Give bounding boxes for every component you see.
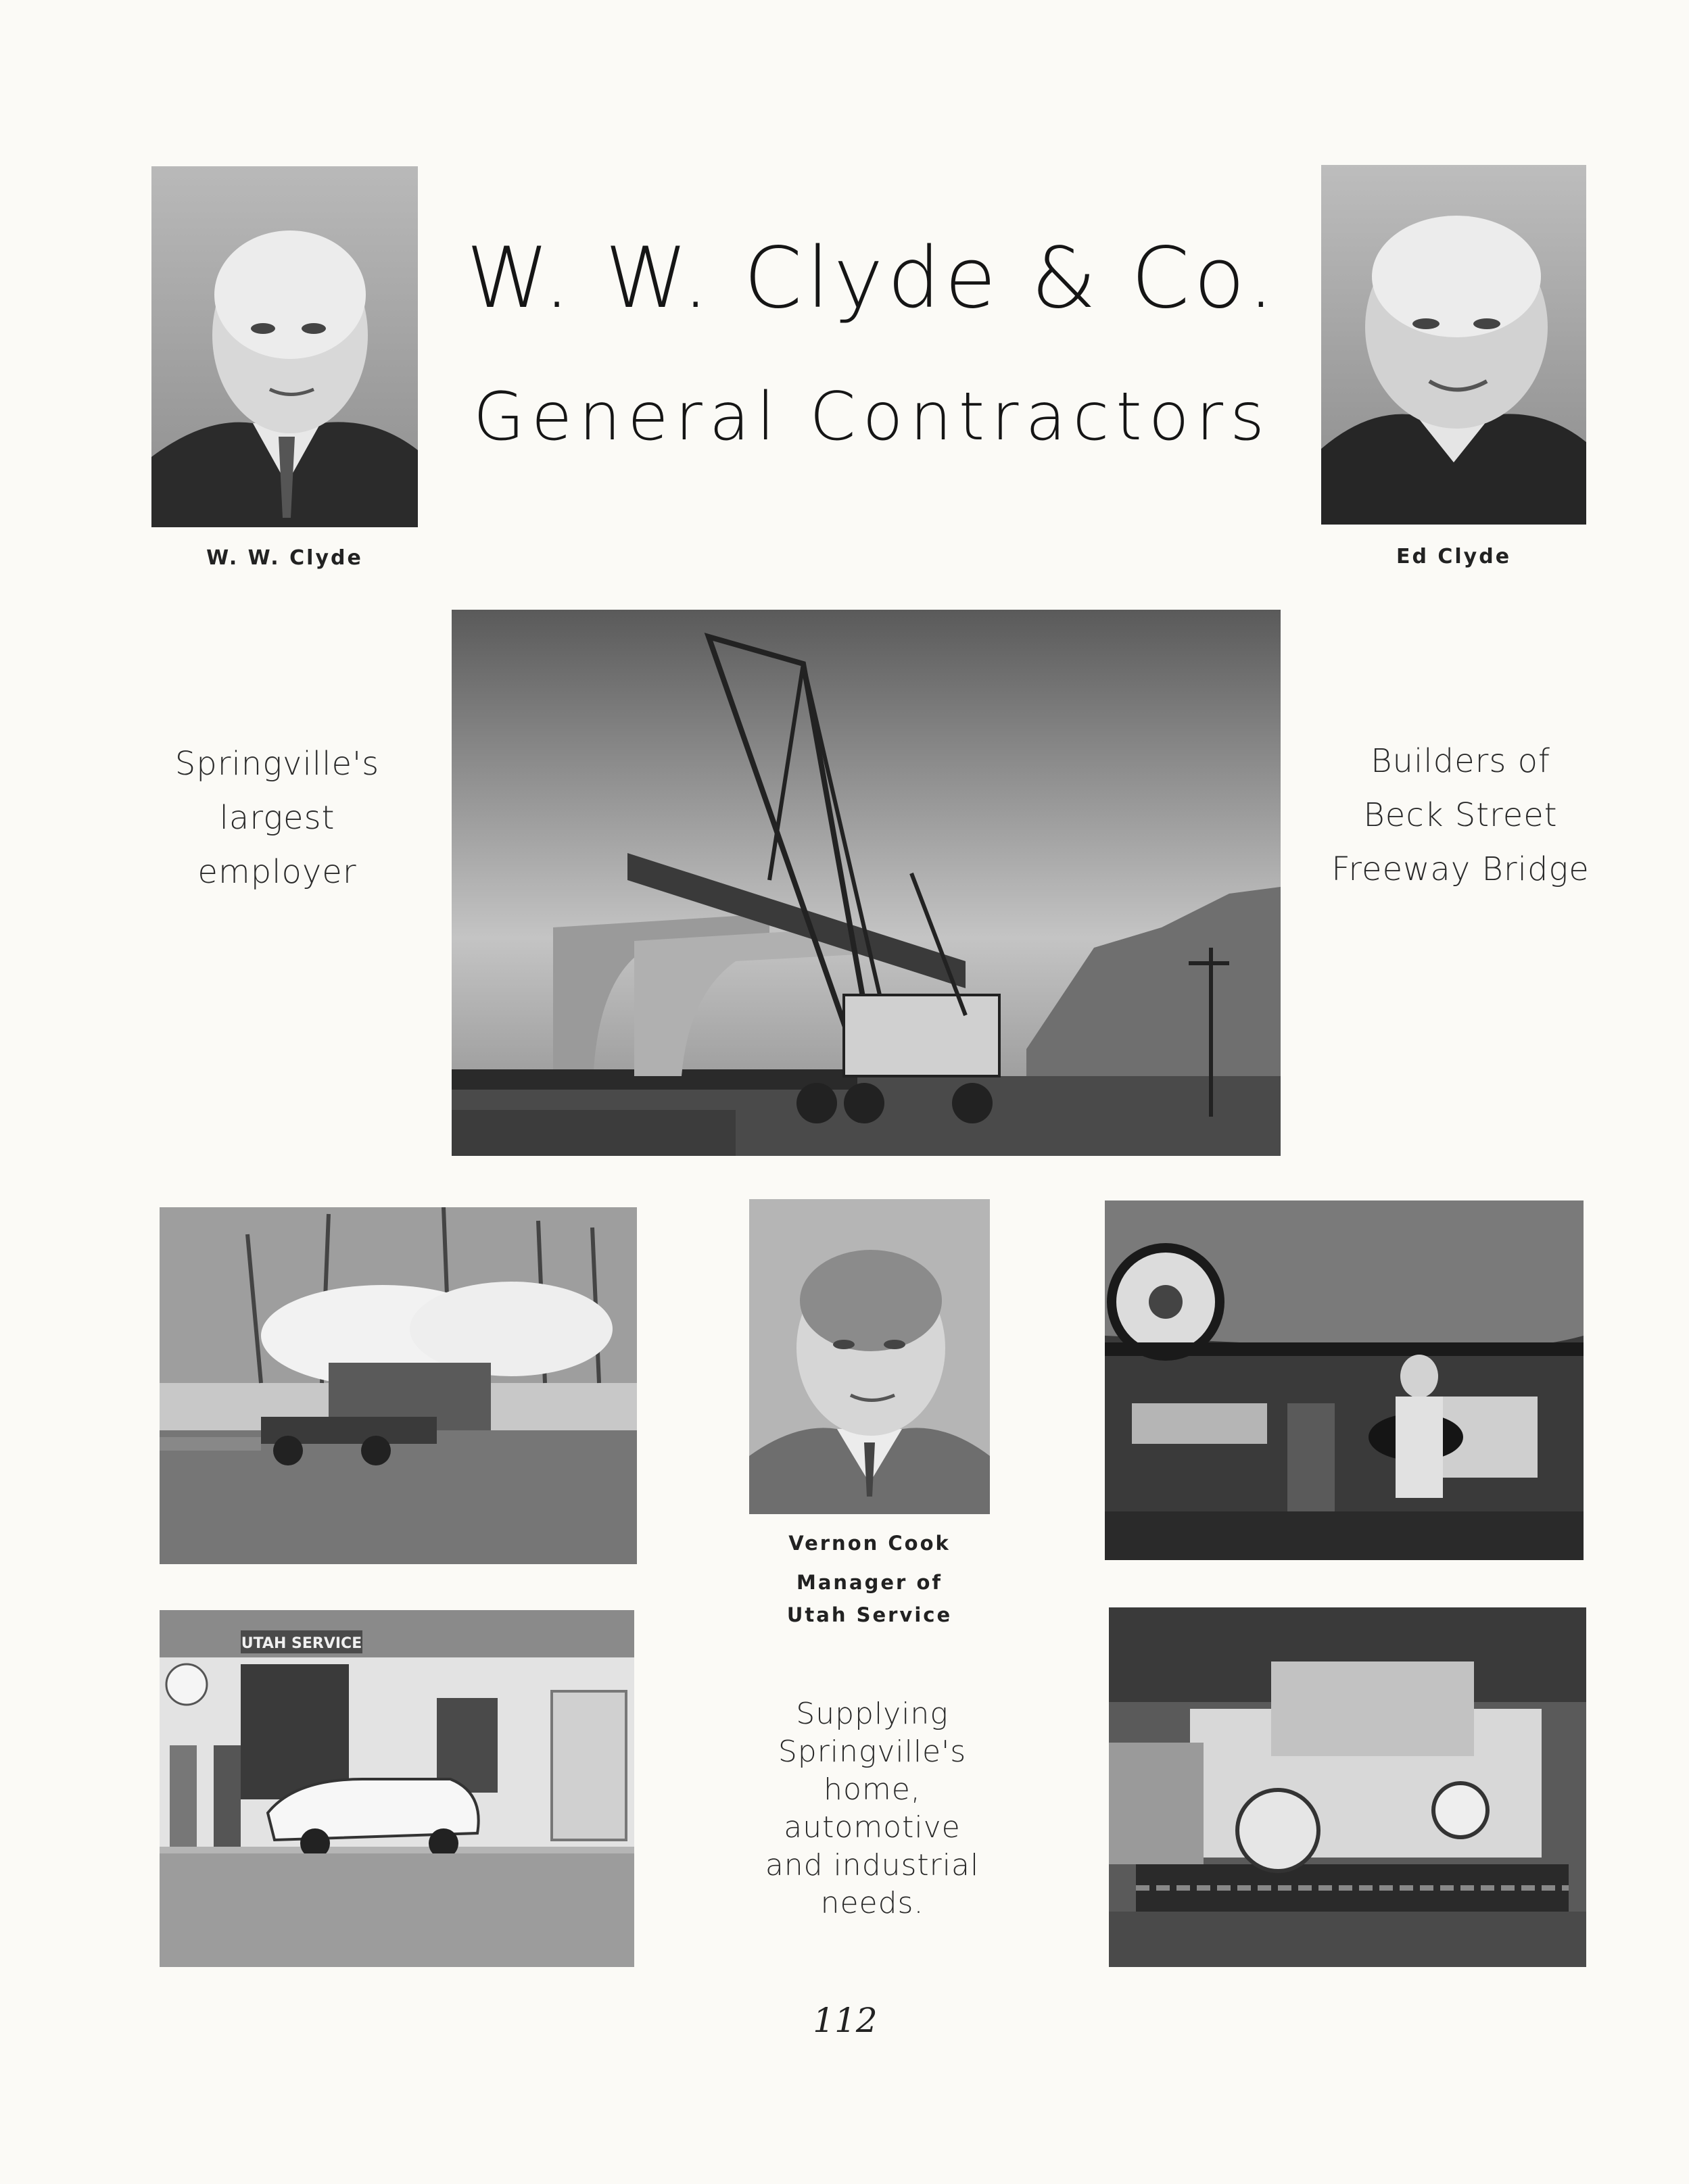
caption-ed-clyde: Ed Clyde (1396, 545, 1512, 568)
blurb-bottom-line-2: Springville's (778, 1734, 967, 1769)
bridge-construction-photo (452, 610, 1281, 1156)
blurb-bottom-line-1: Supplying (796, 1697, 949, 1731)
blurb-right-line-3: Freeway Bridge (1331, 850, 1590, 888)
portrait-ed-clyde-photo (1321, 165, 1586, 525)
blurb-largest-employer (135, 737, 419, 899)
portrait-ww-clyde-photo (151, 166, 418, 527)
crawler-tractors-photo (1109, 1607, 1586, 1967)
utah-service-station-photo (160, 1610, 634, 1967)
blurb-bottom-line-4: automotive (784, 1810, 961, 1845)
blurb-left-line-2: largest (219, 799, 335, 837)
blurb-right-line-1: Builders of (1371, 742, 1550, 780)
caption-vernon-role-line-2: Utah Service (786, 1603, 953, 1626)
blurb-left-line-3: employer (197, 853, 357, 891)
blurb-supplying-needs (723, 1695, 1021, 1922)
fuel-tanks-truck-photo (160, 1207, 637, 1564)
caption-vernon-role-line-1: Manager of (796, 1571, 943, 1594)
blurb-bottom-line-3: home, (824, 1772, 921, 1807)
blurb-left-line-1: Springville's (174, 745, 380, 783)
page-number: 112 (813, 2001, 878, 2040)
utah-service-sign-text: UTAH SERVICE (241, 1635, 362, 1652)
caption-vernon-cook: Vernon Cook (788, 1532, 951, 1555)
blurb-bottom-line-5: and industrial (765, 1848, 980, 1883)
company-subtitle: General Contractors (473, 379, 1272, 456)
company-title: W. W. Clyde & Co. (466, 230, 1279, 327)
caption-ww-clyde: W. W. Clyde (206, 546, 363, 570)
garage-lift-photo (1105, 1200, 1584, 1560)
blurb-right-line-2: Beck Street (1363, 796, 1558, 834)
blurb-bottom-line-6: needs. (820, 1886, 924, 1920)
blurb-beck-street-bridge (1305, 734, 1616, 896)
portrait-vernon-cook-photo (749, 1199, 990, 1514)
